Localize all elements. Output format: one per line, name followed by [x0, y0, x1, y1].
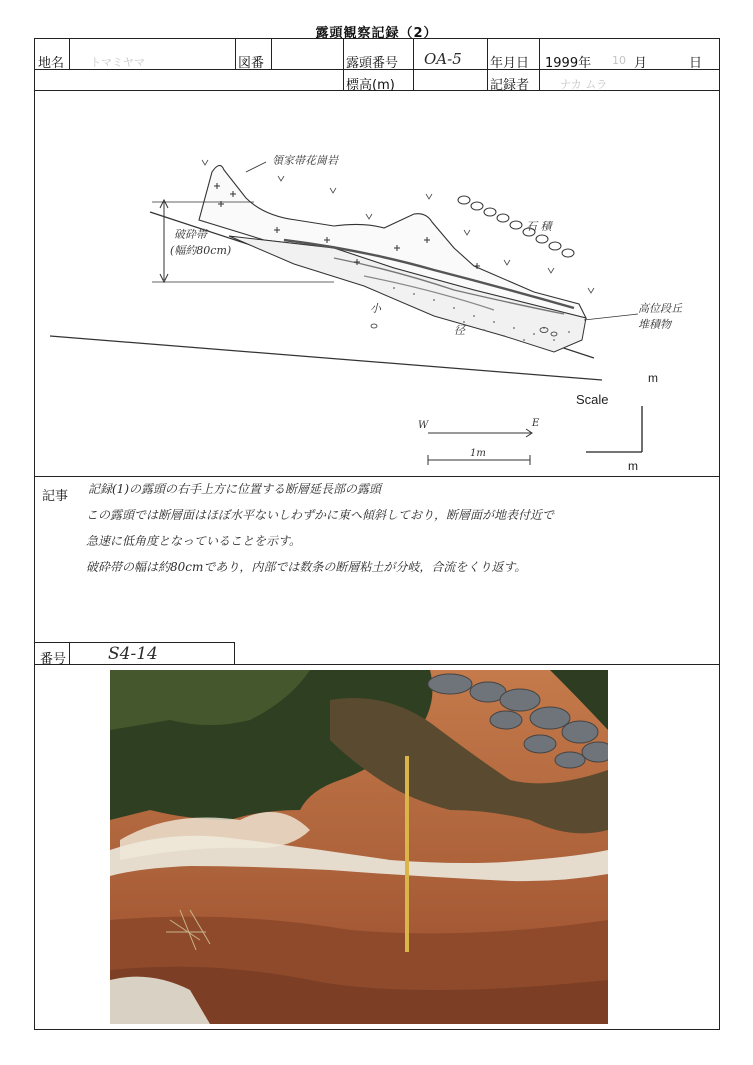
- notes-line-3: 急速に低角度となっていることを示す。: [86, 534, 302, 548]
- date-label: 年月日: [490, 56, 530, 71]
- notes-line-4: 破砕帯の幅は約80cmであり，内部では数条の断層粘土が分岐，合流をくり返す。: [86, 560, 527, 574]
- scale-label: Scale: [576, 392, 609, 407]
- one-meter-label: 1m: [470, 448, 486, 459]
- outcrop-sketch: [34, 90, 720, 476]
- notes-divider: [35, 664, 719, 665]
- number-row-top: [35, 642, 234, 643]
- scale-m-bottom: m: [628, 459, 638, 473]
- fracture-zone-label: 破砕帯: [174, 228, 207, 241]
- document-title: 露頭観察記録（2）: [315, 26, 438, 41]
- photo-number-label: 番号: [40, 652, 67, 667]
- date-day-label: 日: [689, 56, 703, 71]
- elevation-label: 標高(m): [346, 78, 395, 93]
- date-year: 1999年: [545, 56, 592, 71]
- scale-m-top: m: [648, 371, 658, 385]
- ground-line: [50, 336, 602, 380]
- date-month-value: 10: [612, 54, 626, 67]
- path-char-1: 小: [370, 302, 381, 315]
- notes-label: 記事: [42, 489, 69, 504]
- outcrop-no-label: 露頭番号: [346, 56, 399, 71]
- map-label: 図番: [238, 56, 265, 71]
- terrace-label-1: 高位段丘: [638, 302, 682, 315]
- recorder-value: ナカ ムラ: [560, 78, 608, 91]
- place-label: 地名: [38, 56, 65, 71]
- date-month-label: 月: [634, 56, 648, 71]
- east-label: E: [532, 418, 540, 429]
- granite-label: 領家帯花崗岩: [272, 154, 338, 167]
- fracture-width-label: (幅約80cm): [170, 244, 232, 257]
- path-char-2: 径: [454, 324, 465, 337]
- notes-line-2: この露頭では断層面はほぼ水平ないしわずかに東へ傾斜しており，断層面が地表付近で: [86, 508, 555, 522]
- recorder-label: 記録者: [490, 78, 530, 93]
- outcrop-photo: [110, 670, 608, 1024]
- outcrop-no-value: OA-5: [424, 50, 462, 68]
- stone-wall-label: 石 積: [526, 220, 552, 233]
- notes-line-1: 記録(1)の露頭の右手上方に位置する断層延長部の露頭: [88, 482, 382, 496]
- stone-wall: [458, 196, 574, 257]
- place-value: トマミヤマ: [90, 56, 145, 69]
- west-label: W: [418, 420, 429, 431]
- terrace-label-2: 堆積物: [638, 318, 671, 331]
- outcrop-photo-image: [110, 670, 608, 1024]
- photo-number-value: S4-14: [108, 644, 158, 664]
